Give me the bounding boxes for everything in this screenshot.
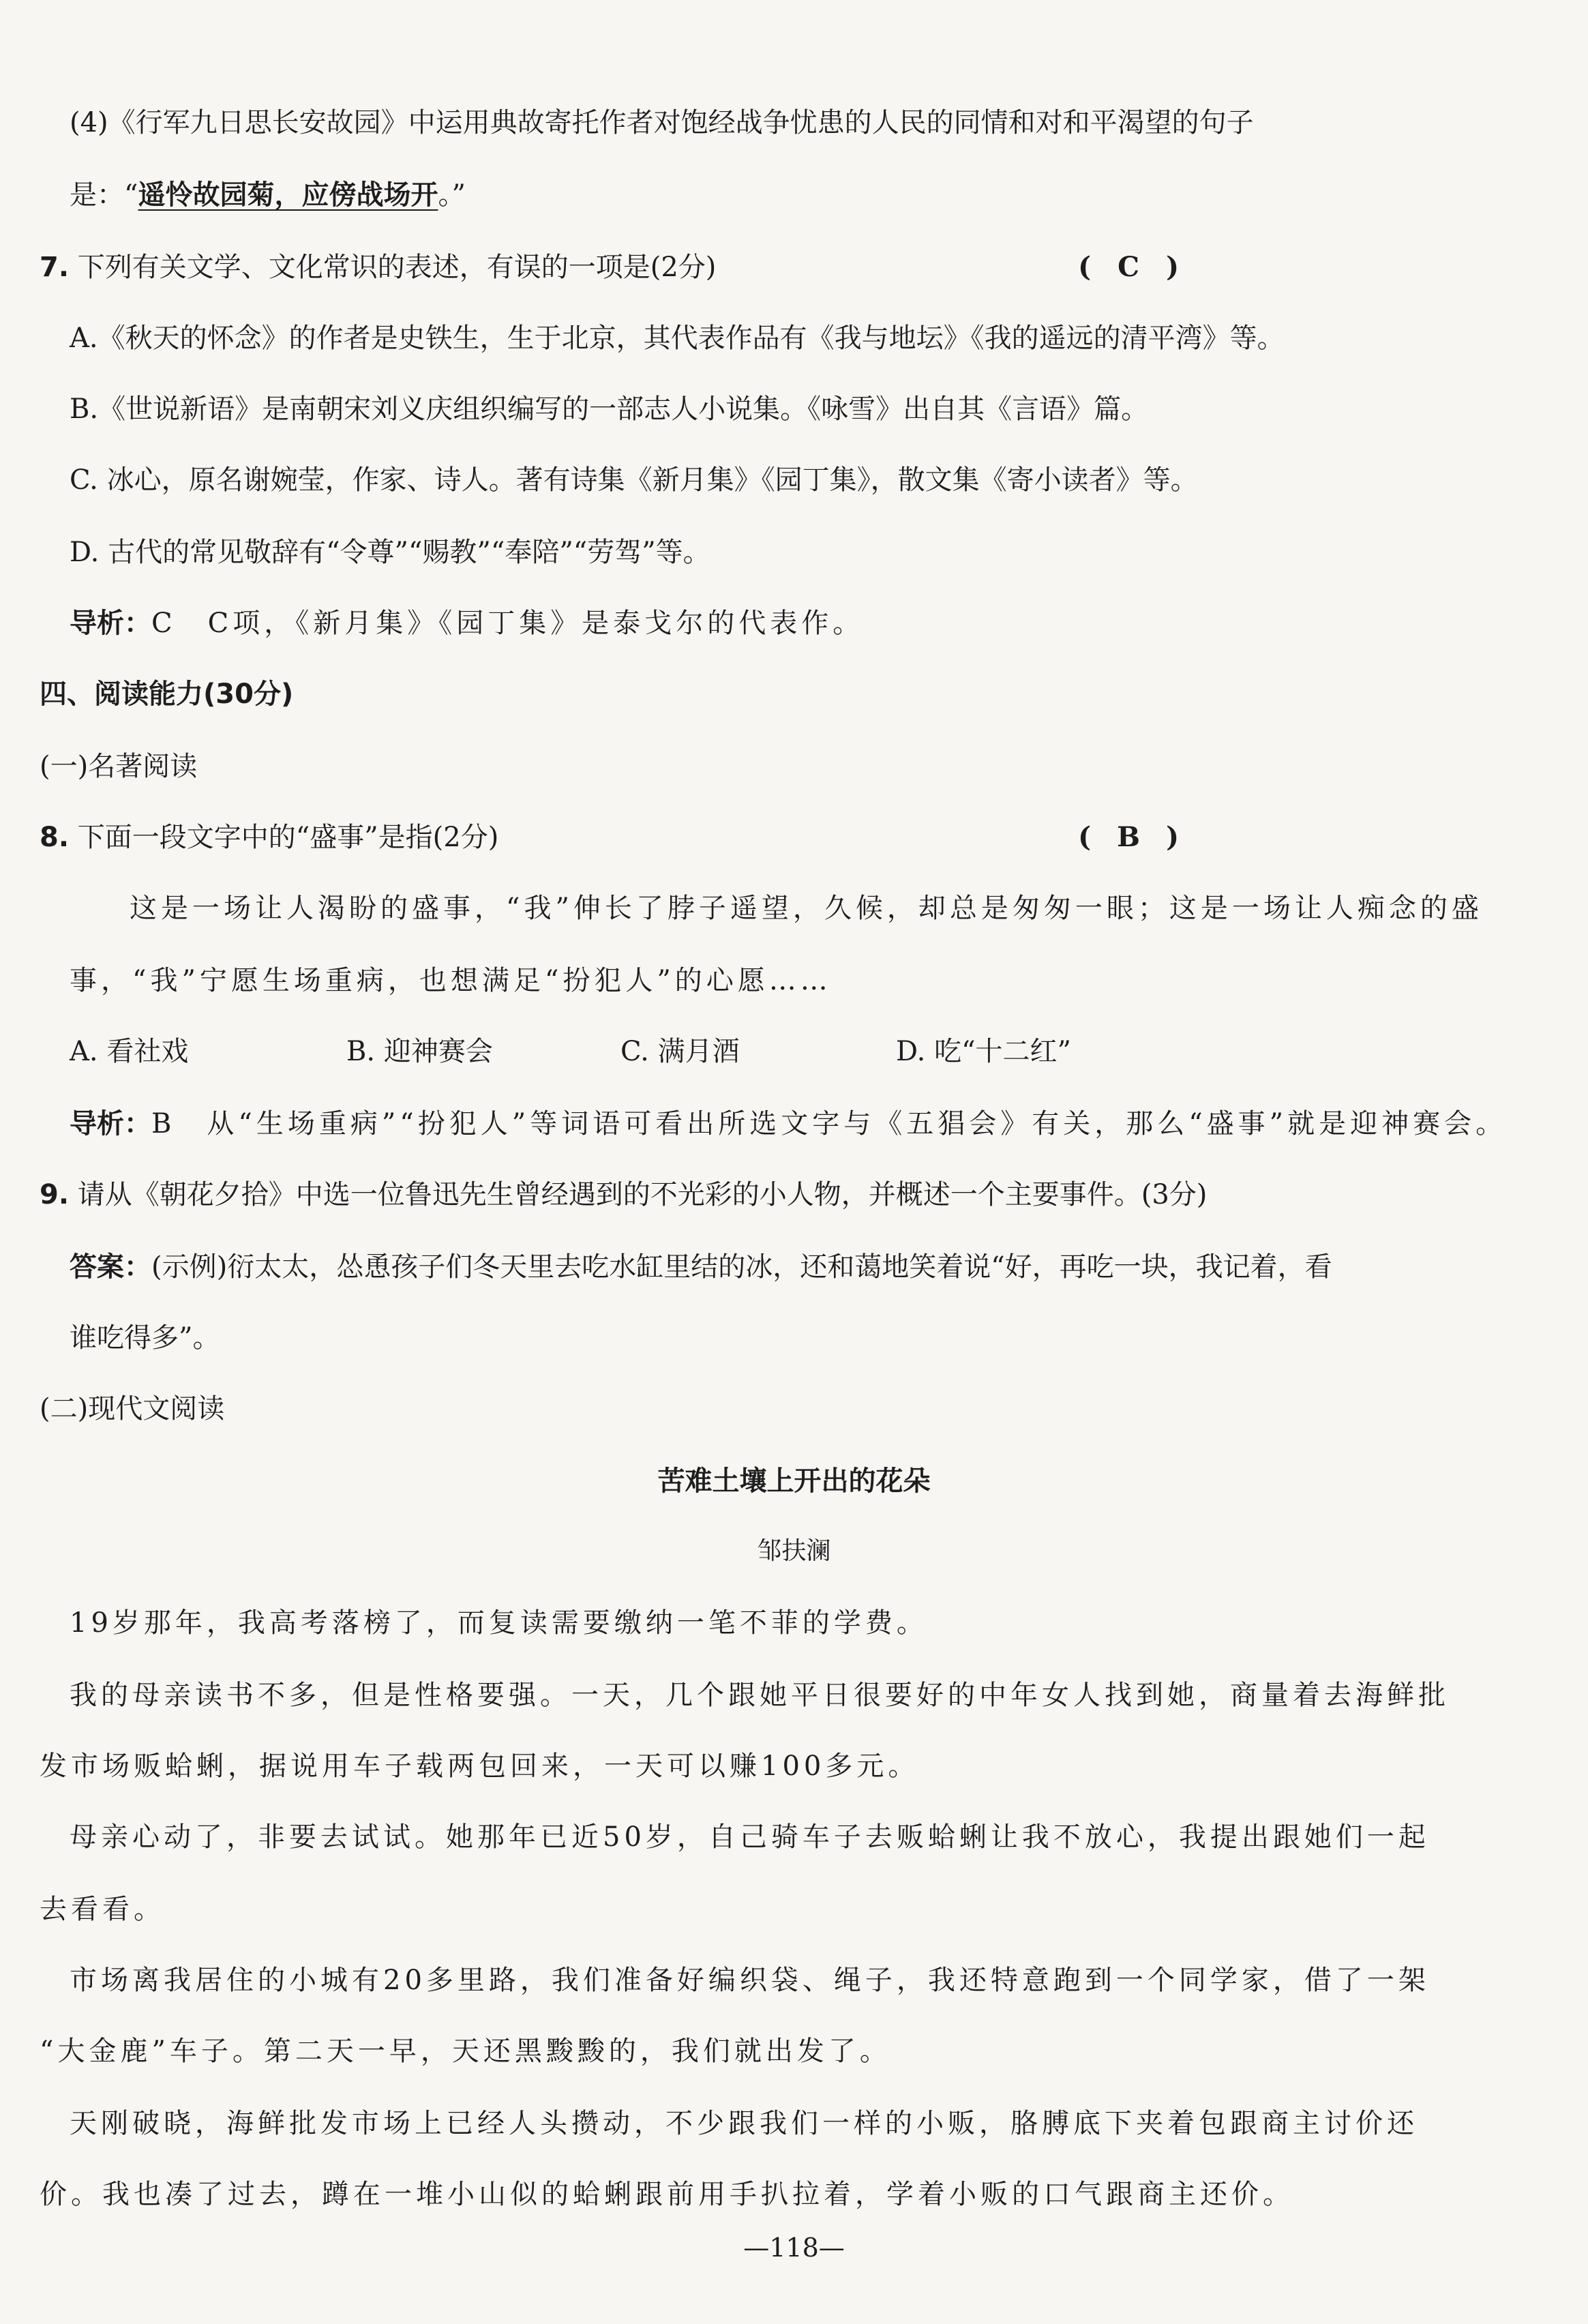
article-p5-line1: 天刚破晓，海鲜批发市场上已经人头攒动，不少跟我们一样的小贩，胳膊底下夹着包跟商主讨价还	[70, 2108, 1418, 2139]
q7-number: 7.	[40, 252, 70, 283]
q6-4-line1: (4)《行军九日思长安故园》中运用典故寄托作者对饱经战争忧患的人民的同情和对和平渴望的句子	[70, 107, 1254, 138]
q8-options	[70, 1032, 1383, 1071]
q8-stem-line	[40, 818, 1383, 856]
q9-answer-text: (示例)衍太太，怂恿孩子们冬天里去吃水缸里结的冰，还和蔼地笑着说“好，再吃一块，我记着，看	[151, 1251, 1332, 1283]
section-4-title: 四、阅读能力(30分)	[40, 679, 294, 710]
q8-option-b: B. 迎神赛会	[346, 1036, 493, 1067]
q7-analysis-label: 导析：	[70, 608, 151, 639]
q9-answer-line1	[70, 1248, 1383, 1286]
q6-4-answer-prefix: 是：“	[70, 179, 138, 211]
q6-4-answer-suffix: 。”	[438, 179, 466, 211]
subsection-2-title: (二)现代文阅读	[40, 1393, 225, 1425]
q9-number: 9.	[40, 1179, 70, 1210]
q8-answer-bracket	[1078, 818, 1179, 856]
q8-option-a: A. 看社戏	[70, 1036, 189, 1067]
q8-stem: 下面一段文字中的“盛事”是指(2分)	[77, 822, 499, 853]
q7-answer: C	[1118, 251, 1139, 283]
q7-stem-line	[40, 248, 1383, 286]
q6-4-answer: 遥怜故园菊，应傍战场开	[138, 179, 438, 211]
q7-bracket-close: )	[1166, 251, 1179, 283]
q7-analysis	[70, 604, 1383, 642]
q7-analysis-text: C C项，《新月集》《园丁集》是泰戈尔的代表作。	[151, 608, 865, 639]
q7-option-c: C. 冰心，原名谢婉莹，作家、诗人。著有诗集《新月集》《园丁集》，散文集《寄小读者》等。	[70, 464, 1198, 496]
page-number: —118—	[743, 2233, 845, 2263]
article-p3-line1: 母亲心动了，非要去试试。她那年已近50岁，自己骑车子去贩蛤蜊让我不放心，我提出跟她们一起	[70, 1821, 1430, 1853]
q8-analysis-text: B 从“生场重病”“扮犯人”等词语可看出所选文字与《五猖会》有关，那么“盛事”就是迎神赛会。	[151, 1108, 1508, 1139]
q7-option-a: A.《秋天的怀念》的作者是史铁生，生于北京，其代表作品有《我与地坛》《我的遥远的清平湾》等。	[70, 323, 1285, 354]
q8-answer: B	[1117, 821, 1140, 853]
q9-answer-line2: 谁吃得多”。	[70, 1322, 220, 1354]
article-p4-line2: “大金鹿”车子。第二天一早，天还黑黢黢的，我们就出发了。	[40, 2036, 891, 2067]
article-p1: 19岁那年，我高考落榜了，而复读需要缴纳一笔不菲的学费。	[70, 1607, 928, 1639]
q8-passage-line1: 这是一场让人渴盼的盛事，“我”伸长了脖子遥望，久候，却总是匆匆一眼；这是一场让人痴念的盛	[130, 893, 1483, 924]
q8-analysis-label: 导析：	[70, 1108, 151, 1139]
q9-stem: 请从《朝花夕拾》中选一位鲁迅先生曾经遇到的不光彩的小人物，并概述一个主要事件。(3分)	[77, 1179, 1208, 1210]
q8-bracket-close: )	[1166, 821, 1179, 853]
q9-stem-line	[40, 1176, 1383, 1214]
q8-number: 8.	[40, 822, 70, 853]
article-p4-line1: 市场离我居住的小城有20多里路，我们准备好编织袋、绳子，我还特意跑到一个同学家，借了一架	[70, 1965, 1430, 1996]
q8-analysis	[70, 1105, 1508, 1143]
q6-4-line2	[70, 176, 1383, 214]
article-p2-line2: 发市场贩蛤蜊，据说用车子载两包回来，一天可以赚100多元。	[40, 1751, 920, 1782]
subsection-1-title: (一)名著阅读	[40, 751, 198, 782]
q7-option-b: B.《世说新语》是南朝宋刘义庆组织编写的一部志人小说集。《咏雪》出自其《言语》篇。	[70, 393, 1149, 425]
q8-bracket-open: (	[1078, 821, 1092, 853]
q7-bracket-open: (	[1078, 251, 1092, 283]
article-p5-line2: 价。我也凑了过去，蹲在一堆小山似的蛤蜊跟前用手扒拉着，学着小贩的口气跟商主还价。	[40, 2179, 1294, 2210]
q7-option-d: D. 古代的常见敬辞有“令尊”“赐教”“奉陪”“劳驾”等。	[70, 537, 710, 568]
q9-answer-label: 答案：	[70, 1251, 151, 1283]
article-p2-line1: 我的母亲读书不多，但是性格要强。一天，几个跟她平日很要好的中年女人找到她，商量着去海鲜批	[70, 1680, 1450, 1711]
q7-stem: 下列有关文学、文化常识的表述，有误的一项是(2分)	[77, 252, 717, 283]
q8-passage-line2: 事，“我”宁愿生场重病，也想满足“扮犯人”的心愿……	[70, 965, 832, 996]
q8-option-d: D. 吃“十二红”	[896, 1036, 1071, 1067]
article-author: 邹扶澜	[757, 1537, 831, 1565]
article-p3-line2: 去看看。	[40, 1894, 165, 1925]
q8-option-c: C. 满月酒	[620, 1036, 740, 1067]
article-title: 苦难土壤上开出的花朵	[657, 1465, 931, 1497]
q7-answer-bracket	[1078, 248, 1179, 286]
